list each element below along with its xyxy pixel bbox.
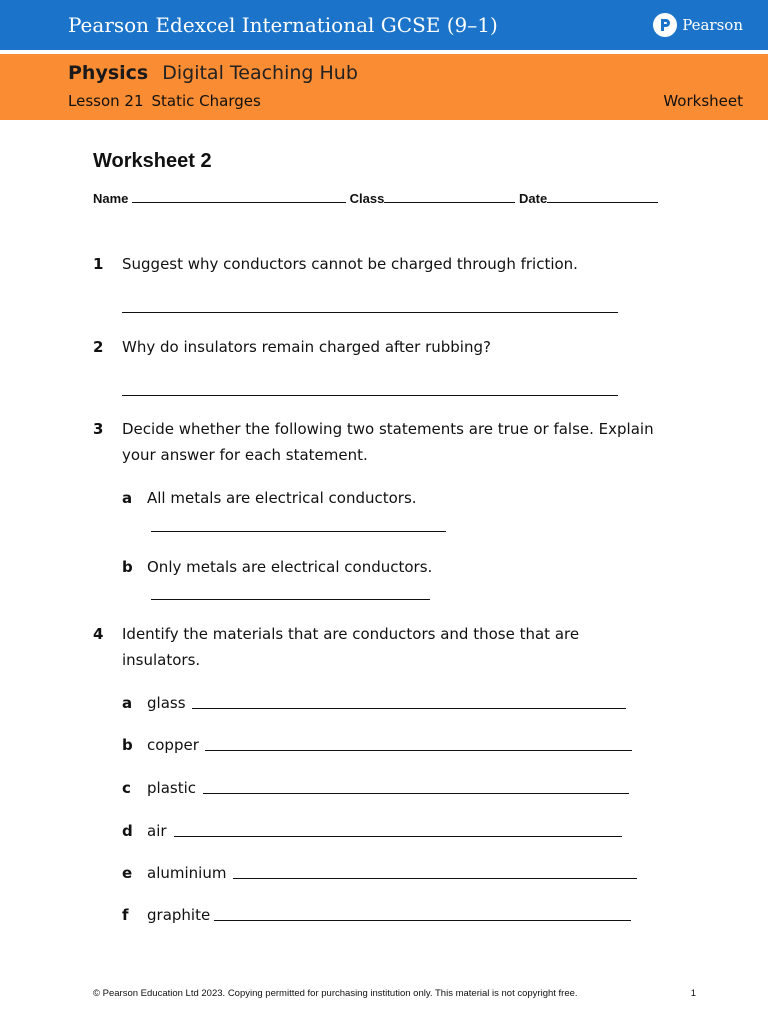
answer-line-4e[interactable] <box>233 878 637 879</box>
student-fields <box>93 190 658 206</box>
document-type: Worksheet <box>663 92 743 110</box>
answer-line-4d[interactable] <box>174 836 622 837</box>
answer-line-3b[interactable] <box>151 599 430 600</box>
question-text: Identify the materials that are conductors and those that are insulators. <box>122 625 580 669</box>
subject-row <box>68 62 358 84</box>
brand-name: Pearson <box>682 16 743 34</box>
date-field[interactable] <box>547 190 658 203</box>
part-letter: b <box>122 736 133 754</box>
question-number: 2 <box>93 338 104 356</box>
worksheet-body <box>93 150 693 924</box>
subject-name: Physics <box>68 62 149 84</box>
name-label: Name <box>93 191 129 206</box>
answer-line-2[interactable] <box>122 395 618 396</box>
part-text: graphite <box>147 906 211 924</box>
part-letter: b <box>122 558 133 576</box>
question-number: 4 <box>93 625 104 643</box>
subject-band <box>0 54 768 120</box>
part-letter: a <box>122 489 133 507</box>
answer-line-4a[interactable] <box>192 708 626 709</box>
part-letter: f <box>122 906 129 924</box>
part-text: Only metals are electrical conductors. <box>147 558 433 576</box>
part-letter: a <box>122 694 133 712</box>
hub-name: Digital Teaching Hub <box>162 62 358 84</box>
answer-line-4f[interactable] <box>214 920 631 921</box>
question-text: Suggest why conductors cannot be charged through friction. <box>122 255 578 273</box>
pearson-logo-icon <box>653 13 677 37</box>
part-letter: d <box>122 822 133 840</box>
part-text: plastic <box>147 779 196 797</box>
lesson-topic: Static Charges <box>151 92 261 110</box>
lesson-row <box>68 92 261 110</box>
date-label: Date <box>519 191 548 206</box>
question-text: Why do insulators remain charged after rubbing? <box>122 338 491 356</box>
part-text: All metals are electrical conductors. <box>147 489 417 507</box>
name-field[interactable] <box>132 190 346 203</box>
answer-line-3a[interactable] <box>151 531 446 532</box>
part-letter: c <box>122 779 131 797</box>
question-number: 3 <box>93 420 104 438</box>
page-number: 1 <box>690 988 696 999</box>
question-text: Decide whether the following two statements are true or false. Explain your answer for each statement. <box>122 420 654 464</box>
answer-line-4c[interactable] <box>203 793 629 794</box>
top-banner <box>0 0 768 50</box>
part-text: copper <box>147 736 199 754</box>
answer-line-4b[interactable] <box>205 750 632 751</box>
class-label: Class <box>349 191 385 206</box>
part-text: glass <box>147 694 186 712</box>
question-number: 1 <box>93 255 104 273</box>
answer-line-1[interactable] <box>122 312 618 313</box>
page-footer <box>93 988 696 999</box>
part-text: air <box>147 822 167 840</box>
pearson-brand <box>653 13 743 37</box>
part-text: aluminium <box>147 864 227 882</box>
qualification-title: Pearson Edexcel International GCSE (9–1) <box>68 13 498 37</box>
part-letter: e <box>122 864 133 882</box>
class-field[interactable] <box>384 190 515 203</box>
copyright-notice: © Pearson Education Ltd 2023. Copying permitted for purchasing institution only. This material is not copyright free. <box>93 988 578 999</box>
worksheet-title: Worksheet 2 <box>93 150 212 172</box>
lesson-number: Lesson 21 <box>68 92 144 110</box>
